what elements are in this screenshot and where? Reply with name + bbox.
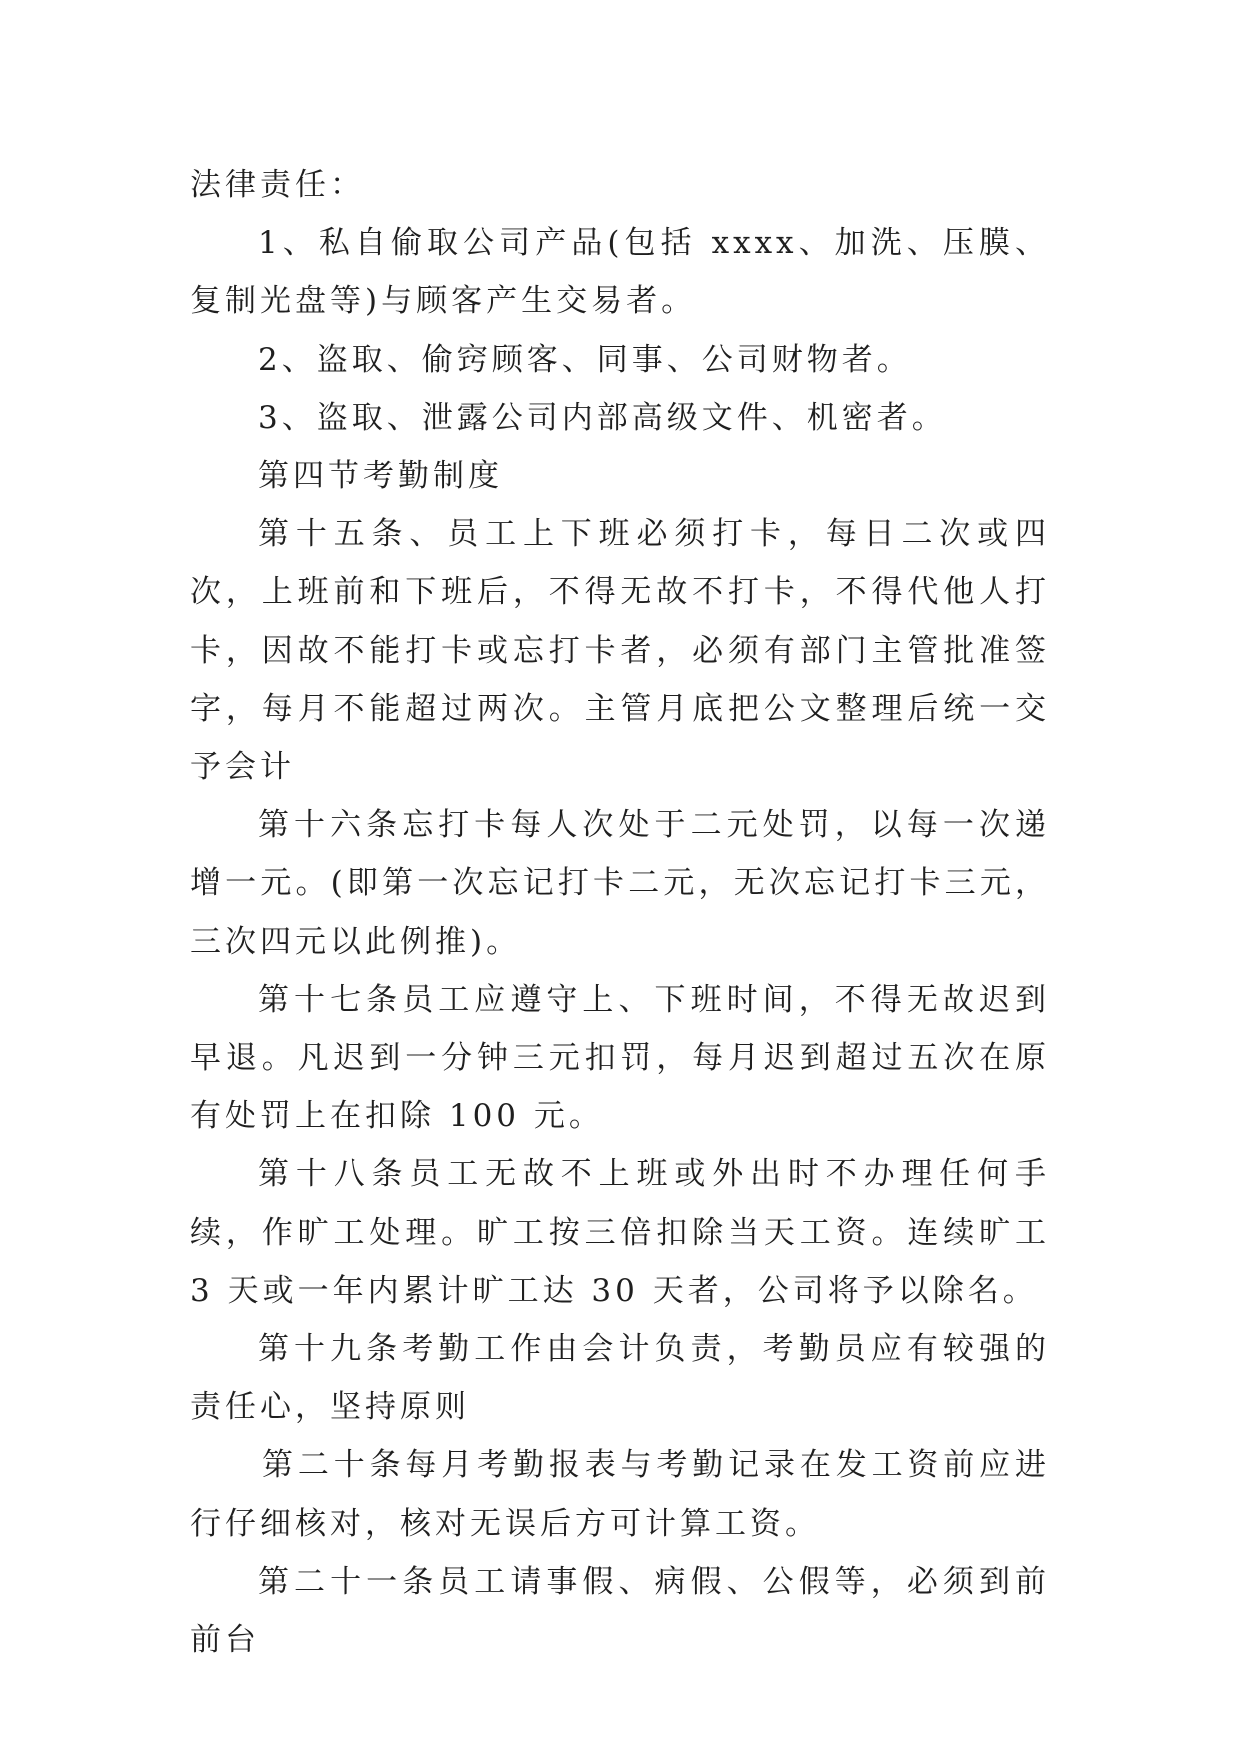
paragraph-article-21: 第二十一条员工请事假、病假、公假等，必须到前前台	[190, 1563, 1050, 1659]
document-body	[190, 156, 1050, 1669]
paragraph-item-2: 2、盗取、偷窍顾客、同事、公司财物者。	[258, 341, 912, 378]
section-heading-attendance: 第四节考勤制度	[258, 458, 503, 495]
paragraph-article-15: 第十五条、员工上下班必须打卡，每日二次或四次，上班前和下班后，不得无故不打卡，不得代他人打卡，因故不能打卡或忘打卡者，必须有部门主管批准签字，每月不能超过两次。主管月底把公文整理后统一交予会计	[190, 516, 1050, 786]
paragraph-article-18: 第十八条员工无故不上班或外出时不办理任何手续，作旷工处理。旷工按三倍扣除当天工资。连续旷工 3 天或一年内累计旷工达 30 天者，公司将予以除名。	[190, 1156, 1050, 1309]
paragraph-article-17: 第十七条员工应遵守上、下班时间，不得无故迟到早退。凡迟到一分钟三元扣罚，每月迟到超过五次在原有处罚上在扣除 100 元。	[190, 981, 1050, 1135]
paragraph-item-3: 3、盗取、泄露公司内部高级文件、机密者。	[258, 399, 947, 436]
paragraph-article-19: 第十九条考勤工作由会计负责，考勤员应有较强的责任心，坚持原则	[190, 1331, 1050, 1426]
paragraph-article-16: 第十六条忘打卡每人次处于二元处罚，以每一次递增一元。(即第一次忘记打卡二元，无次忘记打卡三元，三次四元以此例推)。	[190, 807, 1050, 960]
paragraph-item-1: 1、私自偷取公司产品(包括 xxxx、加洗、压膜、复制光盘等)与顾客产生交易者。	[190, 225, 1050, 320]
paragraph-article-20: 第二十条每月考勤报表与考勤记录在发工资前应进行仔细核对，核对无误后方可计算工资。	[190, 1447, 1050, 1542]
paragraph-legal-liability: 法律责任：	[190, 167, 365, 203]
